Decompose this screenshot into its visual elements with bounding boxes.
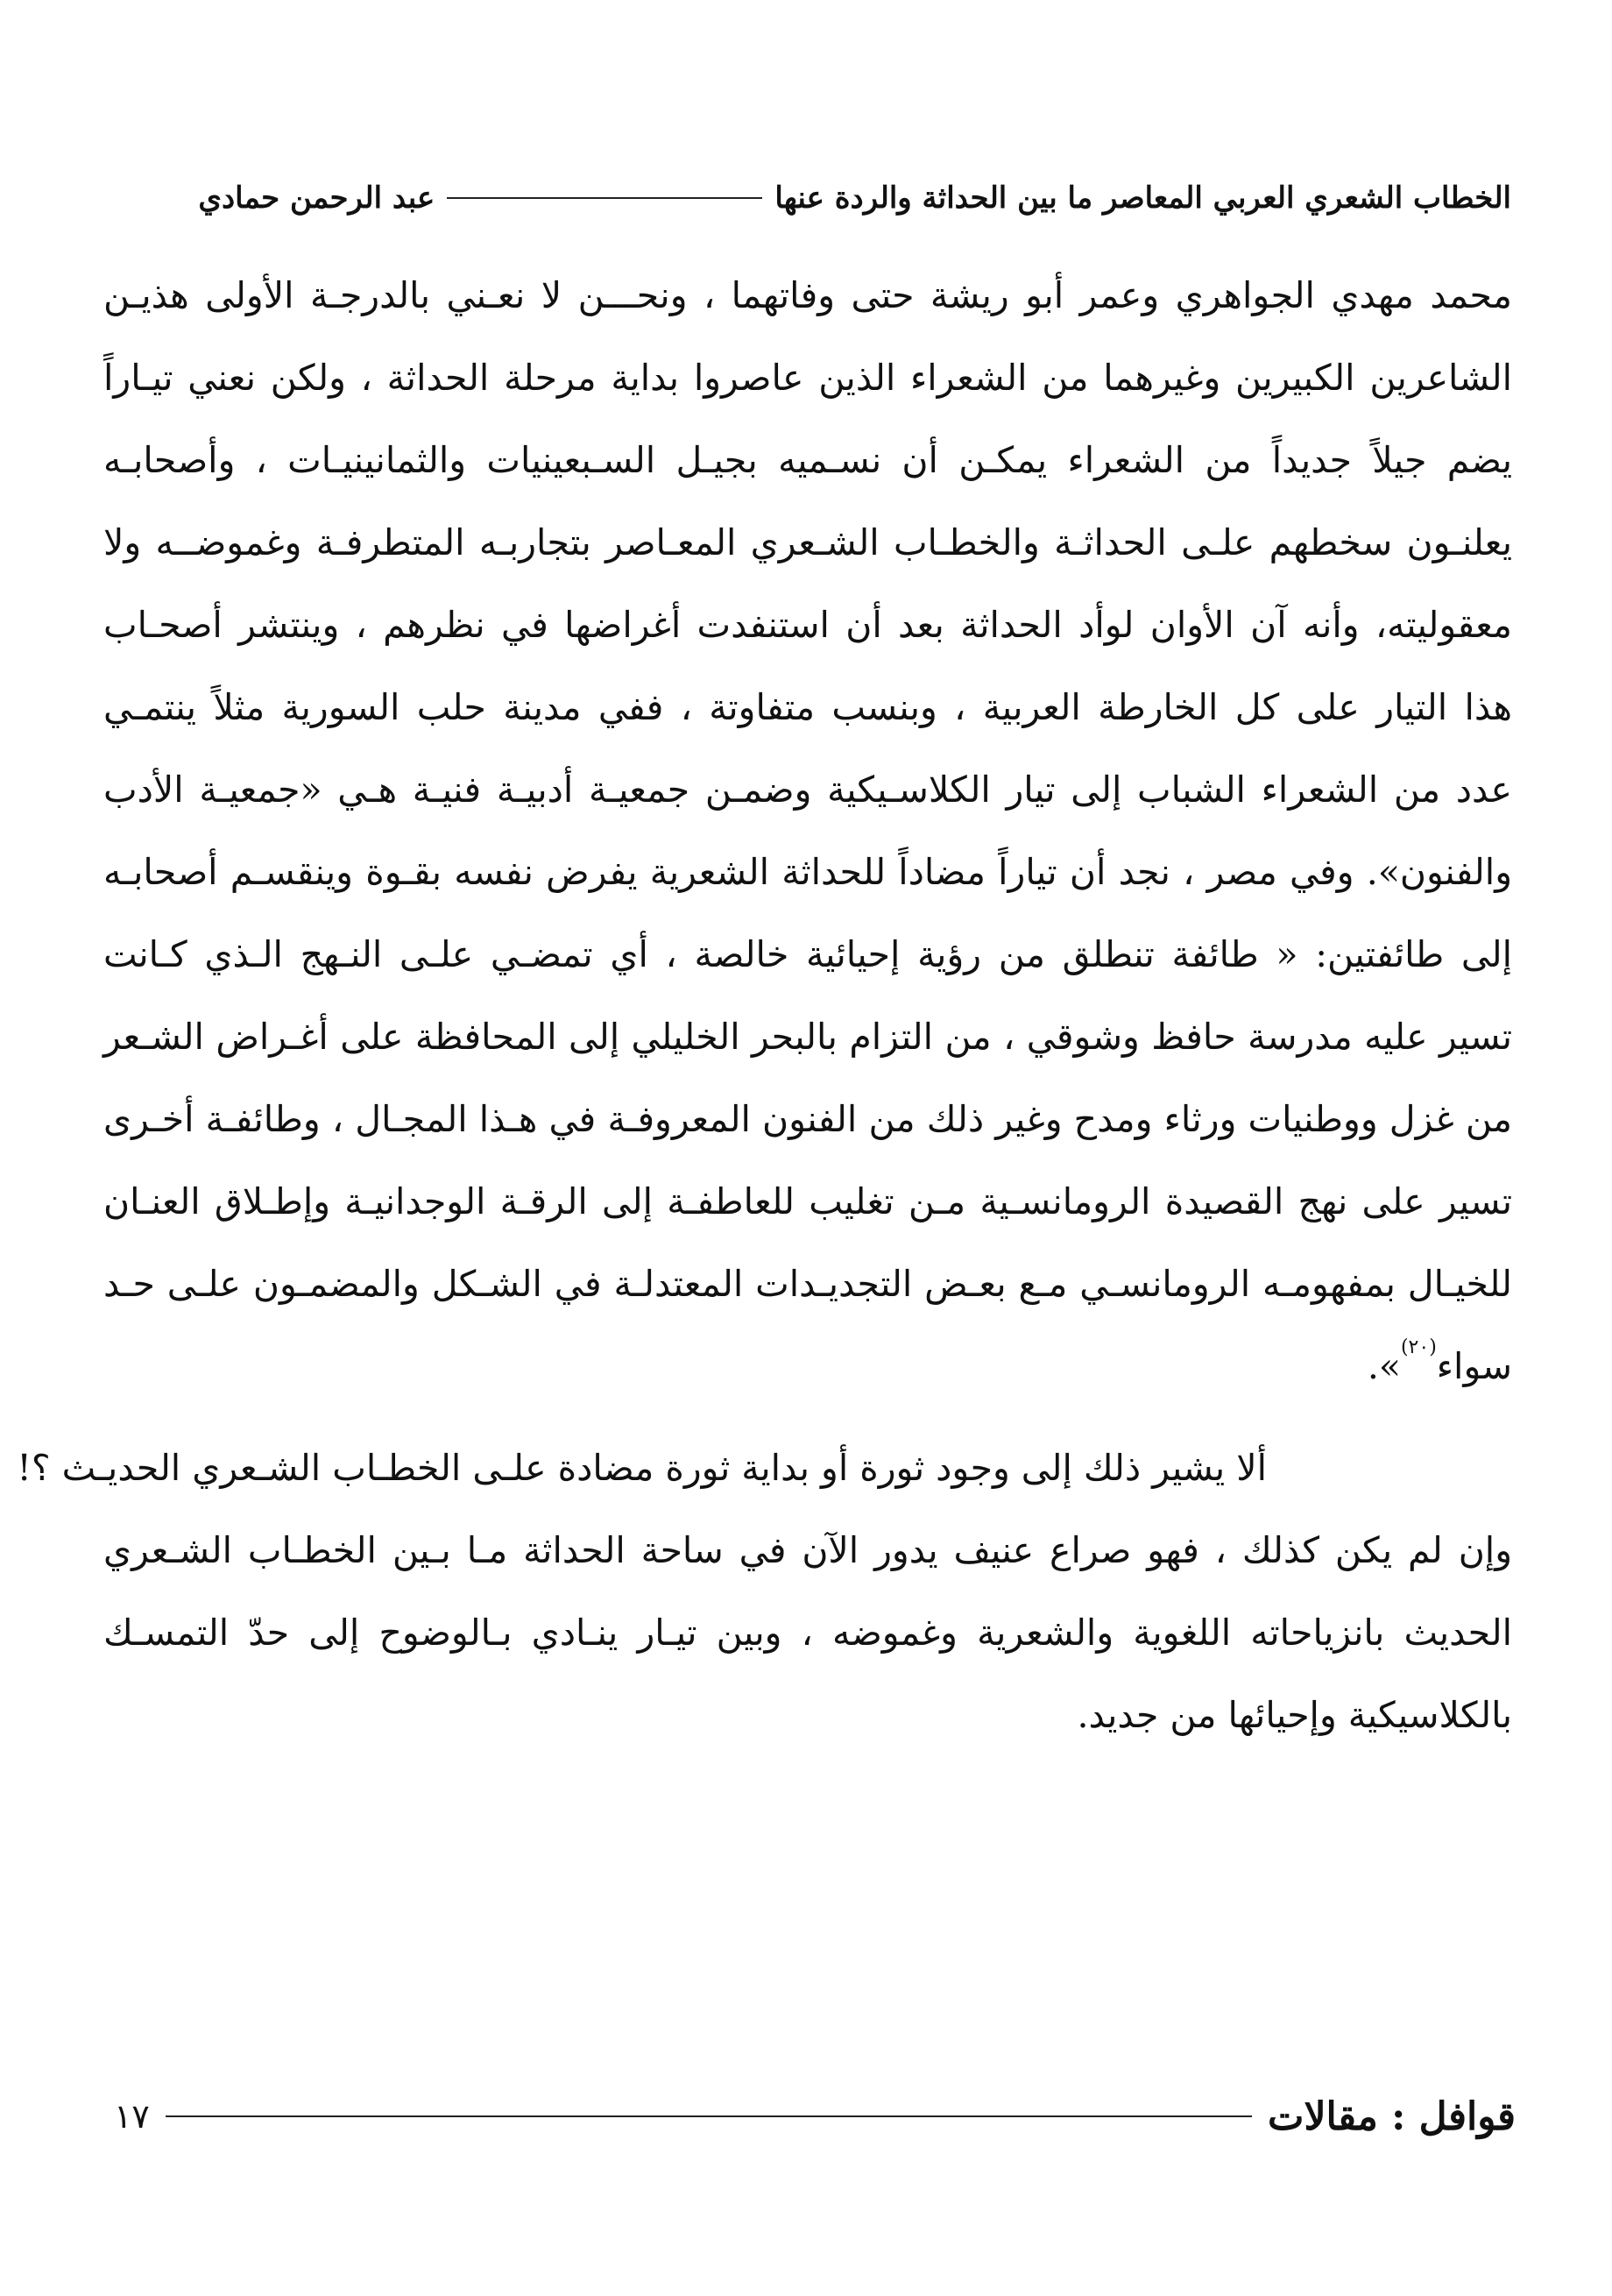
body-text (17, 254, 1512, 1756)
text-line-last: بالكلاسيكية وإحيائها من جديد. (1077, 1694, 1512, 1736)
header-title: الخطاب الشعري العربي المعاصر ما بين الحداثة والردة عنها (774, 181, 1511, 216)
text-line: محمد مهدي الجواهري وعمر أبو ريشة حتى وفاتهما ، ونحـــن لا نعـني بالدرجـة الأولى هذيـن (103, 274, 1512, 316)
text-line: يعلنـون سخطهم علـى الحداثـة والخطـاب الشـعري المعـاصر بتجاربـه المتطرفـة وغموضــه ولا (103, 521, 1512, 563)
text-line: الشاعرين الكبيرين وغيرهما من الشعراء الذين عاصروا بداية مرحلة الحداثة ، ولكن نعني تيـاراً (103, 357, 1512, 399)
text-line: يضم جيلاً جديداً من الشعراء يمكـن أن نسـميه بجيـل السـبعينيات والثمانينيـات ، وأصحابـه (103, 439, 1512, 481)
text-line: تسير عليه مدرسة حافظ وشوقي ، من التزام بالبحر الخليلي إلى المحافظة على أغـراض الشـعر (103, 1016, 1512, 1058)
text-line: الحديث بانزياحاته اللغوية والشعرية وغموضه ، وبين تيـار ينـادي بـالوضوح إلى حدّ التمسـك (103, 1612, 1512, 1654)
text-line: عدد من الشعراء الشباب إلى تيار الكلاسـيكية وضمـن جمعيـة أدبيـة فنيـة هـي «جمعيـة الأدب (103, 769, 1512, 811)
text-line: هذا التيار على كل الخارطة العربية ، وبنسب متفاوتة ، ففي مدينة حلب السورية مثلاً ينتمـي (103, 686, 1512, 728)
text-line-last (103, 1325, 1512, 1407)
text-line: من غزل ووطنيات ورثاء ومدح وغير ذلك من الفنون المعروفـة في هـذا المجـال ، وطائفـة أخـرى (103, 1098, 1512, 1140)
text-line: إلى طائفتين: « طائفة تنطلق من رؤية إحيائية خالصة ، أي تمضـي علـى النـهج الـذي كـانت (103, 933, 1512, 975)
text-line: للخيـال بمفهومـه الرومانسـي مـع بعـض التجديـدات المعتدلـة في الشـكل والمضمـون علـى حـد (103, 1263, 1512, 1305)
text-line: وإن لم يكن كذلك ، فهو صراع عنيف يدور الآن في ساحة الحداثة مـا بـين الخطـاب الشـعري (103, 1529, 1512, 1571)
quote-close: ». (1367, 1345, 1401, 1387)
text-line: تسير على نهج القصيدة الرومانسـية مـن تغليب للعاطفـة إلى الرقـة الوجدانيـة وإطـلاق العنـان (103, 1180, 1512, 1222)
footer-rule (166, 2115, 1252, 2117)
paragraph-2 (17, 1427, 1512, 1756)
paragraph-1 (103, 254, 1512, 1407)
page-footer (114, 2090, 1516, 2143)
text-line: معقوليته، وأنه آن الأوان لوأد الحداثة بعد أن استنفدت أغراضها في نظرهم ، وينتشر أصحـاب (103, 604, 1512, 646)
running-header (101, 172, 1511, 224)
footnote-reference[interactable]: (٢٠) (1400, 1336, 1437, 1359)
header-rule (447, 197, 762, 199)
footer-journal: قوافل : مقالات (1268, 2094, 1516, 2139)
text-line: ألا يشير ذلك إلى وجود ثورة أو بداية ثورة مضادة علـى الخطـاب الشـعري الحديـث ؟! (17, 1447, 1267, 1489)
page-number: ١٧ (114, 2097, 150, 2136)
text-line: والفنون». وفي مصر ، نجد أن تياراً مضاداً للحداثة الشعرية يفرض نفسه بقـوة وينقسـم أصحابـه (103, 851, 1512, 893)
last-word: سواء (1436, 1345, 1512, 1387)
header-author: عبد الرحمن حمادي (198, 181, 435, 216)
